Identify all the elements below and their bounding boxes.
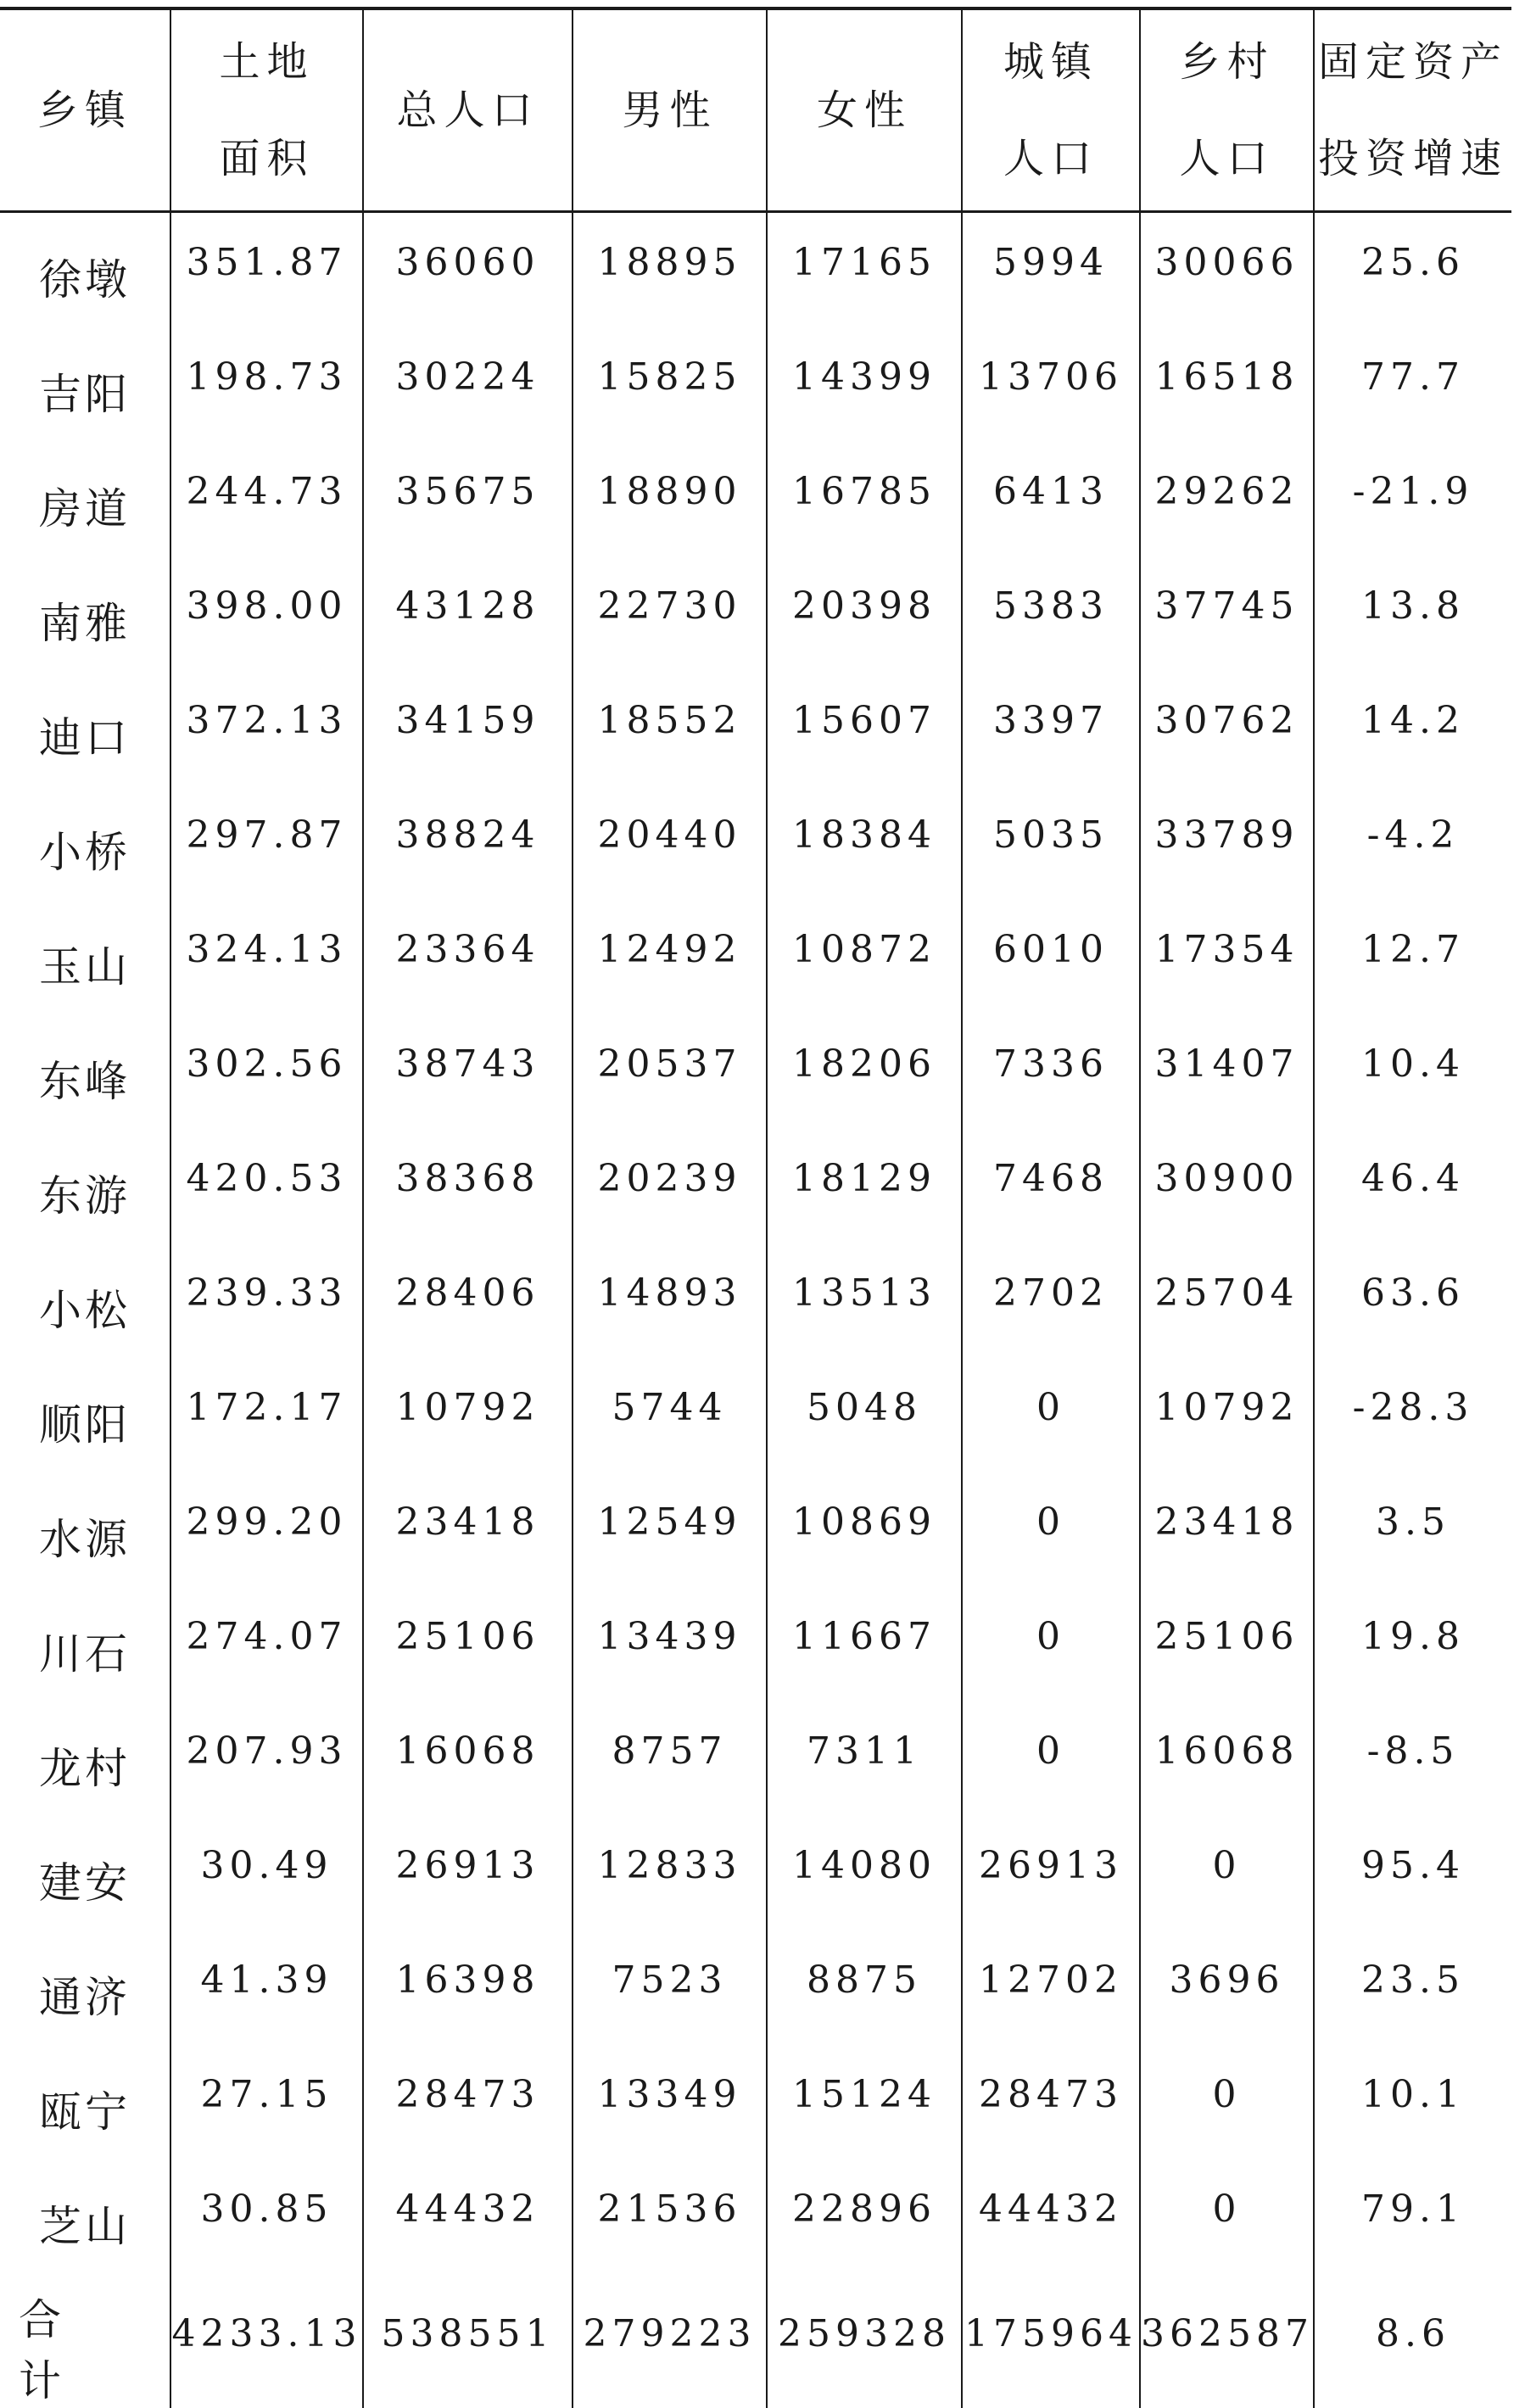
cell-land-area: 398.00	[170, 556, 363, 671]
table-row	[0, 327, 1511, 442]
cell-rural-population: 31407	[1140, 1014, 1314, 1129]
cell-female: 14080	[767, 1816, 962, 1930]
cell-total-population: 36060	[363, 212, 573, 328]
cell-male: 13349	[573, 2045, 767, 2159]
cell-fixed-asset-growth: -4.2	[1314, 785, 1511, 900]
cell-land-area: 239.33	[170, 1243, 363, 1358]
cell-township: 玉山	[0, 900, 170, 1014]
cell-male: 18895	[573, 212, 767, 328]
cell-total-population: 38743	[363, 1014, 573, 1129]
cell-urban-population: 28473	[962, 2045, 1140, 2159]
cell-urban-population: 0	[962, 1472, 1140, 1587]
cell-urban-population: 2702	[962, 1243, 1140, 1358]
cell-township: 徐墩	[0, 212, 170, 328]
cell-total-population: 23364	[363, 900, 573, 1014]
header-label-line2: 人口	[963, 110, 1139, 207]
cell-total-population: 538551	[363, 2274, 573, 2408]
header-label-line1: 乡村	[1141, 14, 1313, 110]
cell-female: 14399	[767, 327, 962, 442]
header-label-line1: 男性	[573, 62, 766, 159]
cell-female: 5048	[767, 1358, 962, 1472]
cell-township: 建安	[0, 1816, 170, 1930]
cell-male: 8757	[573, 1701, 767, 1816]
cell-land-area: 30.85	[170, 2159, 363, 2274]
cell-total-population: 38824	[363, 785, 573, 900]
cell-rural-population: 17354	[1140, 900, 1314, 1014]
header-label-line1: 总人口	[364, 62, 572, 159]
cell-urban-population: 0	[962, 1701, 1140, 1816]
cell-rural-population: 16518	[1140, 327, 1314, 442]
table-header	[0, 8, 1511, 212]
header-land-area	[170, 8, 363, 212]
cell-total-population: 28473	[363, 2045, 573, 2159]
cell-fixed-asset-growth: 8.6	[1314, 2274, 1511, 2408]
cell-fixed-asset-growth: 23.5	[1314, 1930, 1511, 2045]
table-row	[0, 1129, 1511, 1243]
cell-township: 顺阳	[0, 1358, 170, 1472]
cell-male: 279223	[573, 2274, 767, 2408]
table-row	[0, 1587, 1511, 1701]
cell-urban-population: 175964	[962, 2274, 1140, 2408]
header-label-line2: 投资增速	[1315, 110, 1511, 207]
cell-rural-population: 0	[1140, 2159, 1314, 2274]
cell-urban-population: 6010	[962, 900, 1140, 1014]
cell-township: 芝山	[0, 2159, 170, 2274]
cell-female: 259328	[767, 2274, 962, 2408]
cell-township: 房道	[0, 442, 170, 556]
cell-land-area: 299.20	[170, 1472, 363, 1587]
cell-urban-population: 5383	[962, 556, 1140, 671]
cell-rural-population: 29262	[1140, 442, 1314, 556]
cell-female: 18206	[767, 1014, 962, 1129]
header-label-line1: 城镇	[963, 14, 1139, 110]
cell-township: 南雅	[0, 556, 170, 671]
cell-total-population: 16398	[363, 1930, 573, 2045]
cell-land-area: 41.39	[170, 1930, 363, 2045]
cell-male: 18552	[573, 671, 767, 785]
table-row	[0, 1014, 1511, 1129]
table-row	[0, 556, 1511, 671]
header-label-line1: 乡镇	[0, 62, 170, 159]
cell-land-area: 30.49	[170, 1816, 363, 1930]
table-row	[0, 2045, 1511, 2159]
cell-rural-population: 25704	[1140, 1243, 1314, 1358]
cell-fixed-asset-growth: 77.7	[1314, 327, 1511, 442]
header-label-line1: 固定资产	[1315, 14, 1511, 110]
cell-female: 18129	[767, 1129, 962, 1243]
cell-land-area: 324.13	[170, 900, 363, 1014]
header-male	[573, 8, 767, 212]
cell-township: 东峰	[0, 1014, 170, 1129]
cell-land-area: 351.87	[170, 212, 363, 328]
cell-male: 18890	[573, 442, 767, 556]
cell-male: 22730	[573, 556, 767, 671]
table-row	[0, 212, 1511, 328]
cell-total-population: 34159	[363, 671, 573, 785]
cell-fixed-asset-growth: 25.6	[1314, 212, 1511, 328]
cell-male: 20537	[573, 1014, 767, 1129]
cell-total-population: 44432	[363, 2159, 573, 2274]
cell-urban-population: 7468	[962, 1129, 1140, 1243]
header-label-line1: 女性	[768, 62, 961, 159]
header-label-line2: 人口	[1141, 110, 1313, 207]
cell-total-population: 16068	[363, 1701, 573, 1816]
cell-urban-population: 5994	[962, 212, 1140, 328]
cell-township: 川石	[0, 1587, 170, 1701]
cell-fixed-asset-growth: 3.5	[1314, 1472, 1511, 1587]
table-row	[0, 1816, 1511, 1930]
cell-female: 8875	[767, 1930, 962, 2045]
cell-male: 13439	[573, 1587, 767, 1701]
cell-rural-population: 0	[1140, 1816, 1314, 1930]
cell-total-population: 26913	[363, 1816, 573, 1930]
cell-rural-population: 30762	[1140, 671, 1314, 785]
cell-male: 12492	[573, 900, 767, 1014]
cell-urban-population: 44432	[962, 2159, 1140, 2274]
cell-fixed-asset-growth: 79.1	[1314, 2159, 1511, 2274]
cell-township: 龙村	[0, 1701, 170, 1816]
cell-rural-population: 3696	[1140, 1930, 1314, 2045]
cell-urban-population: 3397	[962, 671, 1140, 785]
cell-fixed-asset-growth: 63.6	[1314, 1243, 1511, 1358]
cell-land-area: 302.56	[170, 1014, 363, 1129]
table-row	[0, 1701, 1511, 1816]
cell-fixed-asset-growth: -8.5	[1314, 1701, 1511, 1816]
cell-township: 小松	[0, 1243, 170, 1358]
header-female	[767, 8, 962, 212]
cell-total-population: 10792	[363, 1358, 573, 1472]
cell-total-population: 43128	[363, 556, 573, 671]
cell-female: 22896	[767, 2159, 962, 2274]
cell-land-area: 274.07	[170, 1587, 363, 1701]
header-fixed-asset-growth	[1314, 8, 1511, 212]
cell-urban-population: 5035	[962, 785, 1140, 900]
cell-rural-population: 25106	[1140, 1587, 1314, 1701]
cell-urban-population: 0	[962, 1358, 1140, 1472]
cell-female: 17165	[767, 212, 962, 328]
cell-fixed-asset-growth: 95.4	[1314, 1816, 1511, 1930]
cell-rural-population: 33789	[1140, 785, 1314, 900]
cell-total-population: 35675	[363, 442, 573, 556]
cell-male: 20239	[573, 1129, 767, 1243]
cell-township: 通济	[0, 1930, 170, 2045]
cell-female: 11667	[767, 1587, 962, 1701]
table-row	[0, 1243, 1511, 1358]
cell-fixed-asset-growth: 10.4	[1314, 1014, 1511, 1129]
cell-township: 瓯宁	[0, 2045, 170, 2159]
cell-male: 15825	[573, 327, 767, 442]
cell-urban-population: 6413	[962, 442, 1140, 556]
table-row	[0, 900, 1511, 1014]
cell-land-area: 244.73	[170, 442, 363, 556]
cell-land-area: 4233.13	[170, 2274, 363, 2408]
header-rural-population	[1140, 8, 1314, 212]
cell-male: 7523	[573, 1930, 767, 2045]
cell-land-area: 420.53	[170, 1129, 363, 1243]
cell-rural-population: 37745	[1140, 556, 1314, 671]
cell-female: 10869	[767, 1472, 962, 1587]
cell-male: 20440	[573, 785, 767, 900]
table-row	[0, 2159, 1511, 2274]
cell-male: 12549	[573, 1472, 767, 1587]
cell-rural-population: 362587	[1140, 2274, 1314, 2408]
cell-rural-population: 30900	[1140, 1129, 1314, 1243]
cell-urban-population: 13706	[962, 327, 1140, 442]
cell-township: 迪口	[0, 671, 170, 785]
table-row	[0, 671, 1511, 785]
cell-total-population: 23418	[363, 1472, 573, 1587]
cell-fixed-asset-growth: -21.9	[1314, 442, 1511, 556]
cell-land-area: 372.13	[170, 671, 363, 785]
cell-female: 13513	[767, 1243, 962, 1358]
cell-township: 东游	[0, 1129, 170, 1243]
cell-fixed-asset-growth: 12.7	[1314, 900, 1511, 1014]
cell-male: 5744	[573, 1358, 767, 1472]
header-total-population	[363, 8, 573, 212]
cell-male: 14893	[573, 1243, 767, 1358]
header-urban-population	[962, 8, 1140, 212]
cell-total-population: 25106	[363, 1587, 573, 1701]
cell-fixed-asset-growth: 10.1	[1314, 2045, 1511, 2159]
cell-female: 15124	[767, 2045, 962, 2159]
cell-rural-population: 0	[1140, 2045, 1314, 2159]
cell-township: 吉阳	[0, 327, 170, 442]
cell-male: 21536	[573, 2159, 767, 2274]
cell-land-area: 198.73	[170, 327, 363, 442]
header-label-line1: 土地	[171, 14, 362, 110]
cell-rural-population: 30066	[1140, 212, 1314, 328]
cell-urban-population: 12702	[962, 1930, 1140, 2045]
cell-township: 合 计	[0, 2274, 170, 2408]
cell-total-population: 28406	[363, 1243, 573, 1358]
cell-total-population: 38368	[363, 1129, 573, 1243]
cell-female: 15607	[767, 671, 962, 785]
cell-urban-population: 7336	[962, 1014, 1140, 1129]
cell-rural-population: 16068	[1140, 1701, 1314, 1816]
header-township	[0, 8, 170, 212]
township-statistics-table	[0, 7, 1511, 2408]
table-row	[0, 1358, 1511, 1472]
cell-fixed-asset-growth: -28.3	[1314, 1358, 1511, 1472]
cell-fixed-asset-growth: 19.8	[1314, 1587, 1511, 1701]
table-row	[0, 785, 1511, 900]
table-row	[0, 442, 1511, 556]
cell-township: 水源	[0, 1472, 170, 1587]
cell-female: 16785	[767, 442, 962, 556]
cell-urban-population: 0	[962, 1587, 1140, 1701]
cell-urban-population: 26913	[962, 1816, 1140, 1930]
total-row	[0, 2274, 1511, 2408]
table-row	[0, 1472, 1511, 1587]
cell-rural-population: 23418	[1140, 1472, 1314, 1587]
cell-fixed-asset-growth: 46.4	[1314, 1129, 1511, 1243]
cell-male: 12833	[573, 1816, 767, 1930]
header-row	[0, 8, 1511, 212]
cell-fixed-asset-growth: 13.8	[1314, 556, 1511, 671]
cell-total-population: 30224	[363, 327, 573, 442]
cell-female: 7311	[767, 1701, 962, 1816]
cell-township: 小桥	[0, 785, 170, 900]
table-row	[0, 1930, 1511, 2045]
cell-land-area: 172.17	[170, 1358, 363, 1472]
cell-fixed-asset-growth: 14.2	[1314, 671, 1511, 785]
cell-rural-population: 10792	[1140, 1358, 1314, 1472]
cell-female: 20398	[767, 556, 962, 671]
cell-land-area: 297.87	[170, 785, 363, 900]
table-body	[0, 212, 1511, 2408]
cell-land-area: 27.15	[170, 2045, 363, 2159]
cell-female: 18384	[767, 785, 962, 900]
header-label-line2: 面积	[171, 110, 362, 207]
cell-land-area: 207.93	[170, 1701, 363, 1816]
cell-female: 10872	[767, 900, 962, 1014]
